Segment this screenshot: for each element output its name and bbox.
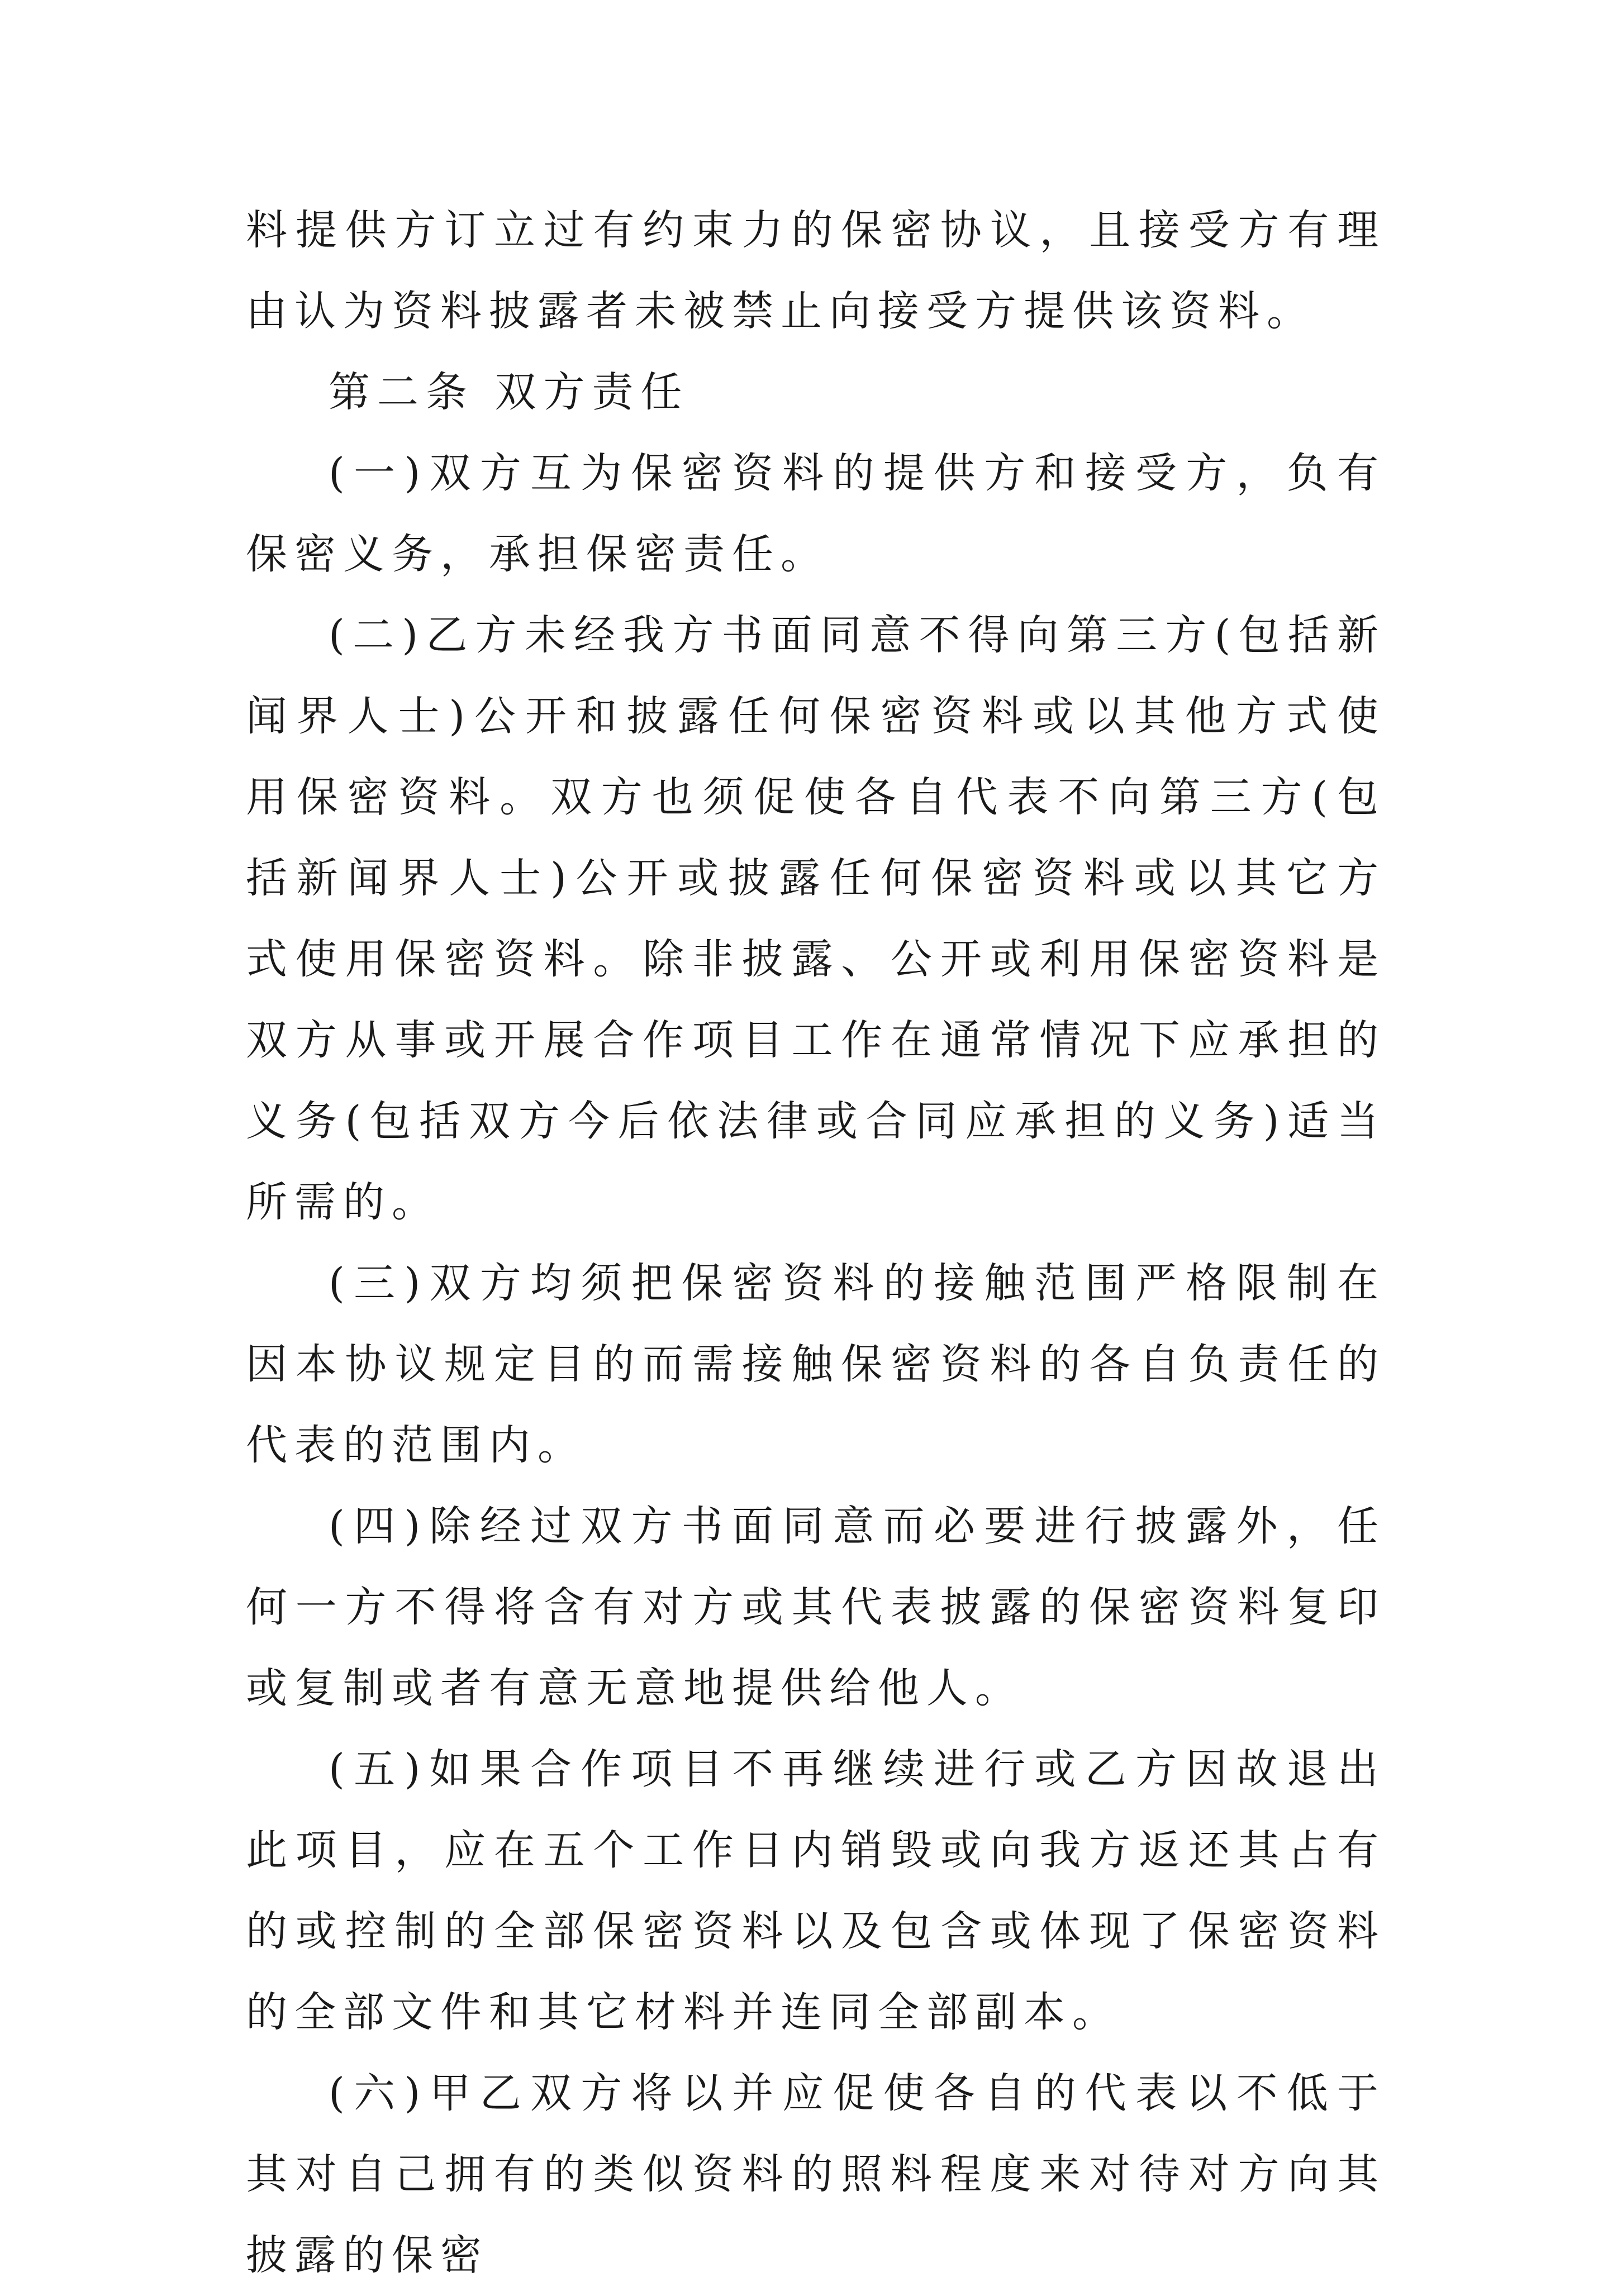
document-body	[246, 190, 1386, 2296]
clause-6: (六)甲乙双方将以并应促使各自的代表以不低于其对自己拥有的类似资料的照料程度来对待对方向其披露的保密	[246, 2069, 1386, 2279]
clause-3: (三)双方均须把保密资料的接触范围严格限制在因本协议规定目的而需接触保密资料的各自负责任的代表的范围内。	[246, 1259, 1386, 1469]
clause-1: (一)双方互为保密资料的提供方和接受方，负有保密义务，承担保密责任。	[246, 449, 1386, 578]
clause-4: (四)除经过双方书面同意而必要进行披露外，任何一方不得将含有对方或其代表披露的保密资料复印或复制或者有意无意地提供给他人。	[246, 1502, 1386, 1712]
section-heading: 第二条 双方责任	[329, 368, 689, 416]
clause-5: (五)如果合作项目不再继续进行或乙方因故退出此项目，应在五个工作日内销毁或向我方返还其占有的或控制的全部保密资料以及包含或体现了保密资料的全部文件和其它材料并连同全部副本。	[246, 1745, 1386, 2036]
clause-2: (二)乙方未经我方书面同意不得向第三方(包括新闻界人士)公开和披露任何保密资料或以其他方式使用保密资料。双方也须促使各自代表不向第三方(包括新闻界人士)公开或披露任何保密资料或以其它方式使用保密资料。除非披露、公开或利用保密资料是双方从事或开展合作项目工作在通常情况下应承担的义务(包括双方今后依法律或合同应承担的义务)适当所需的。	[246, 611, 1386, 1226]
paragraph-continuation: 料提供方订立过有约束力的保密协议，且接受方有理由认为资料披露者未被禁止向接受方提供该资料。	[246, 206, 1386, 335]
